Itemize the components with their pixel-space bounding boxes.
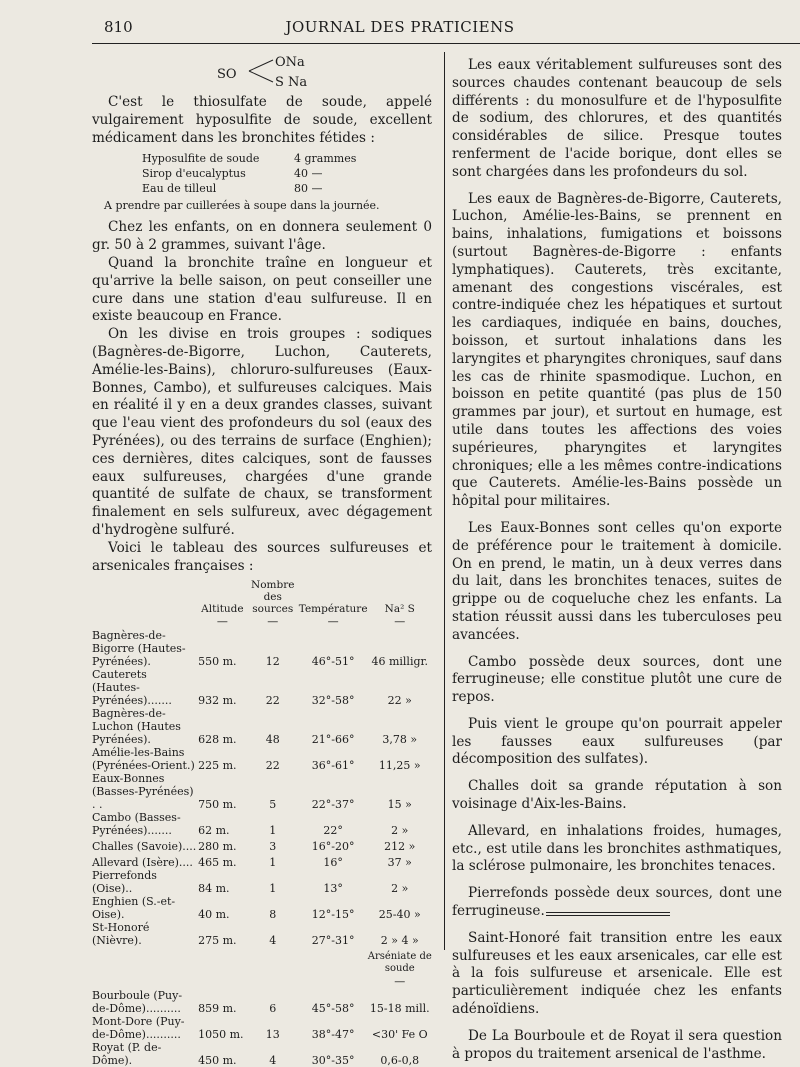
cell-value: 25-40 » xyxy=(378,908,421,922)
paragraph: Quand la bronchite traîne en longueur et qu'arrive la belle saison, on peut conseiller une cure dans une station d'eau sulfureuse. Il en existe beaucoup en France. xyxy=(92,254,432,325)
cell-altitude: 859 m. xyxy=(198,1002,237,1016)
paragraph: Allevard, en inhalations froides, humages, etc., est utile dans les bronchites asthmatiques, la sclérose pulmonaire, les bronchites tenaces. xyxy=(452,822,782,875)
recipe xyxy=(142,151,362,196)
paragraph: Voici le tableau des sources sulfureuses et arsenicales françaises : xyxy=(92,539,432,574)
cell-value: 15-18 mill. xyxy=(369,1002,430,1016)
table-row xyxy=(92,989,432,1015)
cell-altitude: 450 m. xyxy=(198,1054,237,1067)
table-row xyxy=(92,746,432,772)
cell-temperature: 21°-66° xyxy=(311,733,355,747)
formula-bottom: S Na xyxy=(275,75,308,90)
cell-temperature: 22° xyxy=(323,824,343,838)
cell-name: Bourboule (Puy-de-Dôme).......... xyxy=(92,989,183,1016)
cell-sources: 22 xyxy=(265,759,280,773)
cell-altitude: 84 m. xyxy=(198,882,230,896)
cell-sources: 12 xyxy=(265,655,280,669)
cell-sources: 13 xyxy=(265,1028,280,1042)
formula-top: ONa xyxy=(275,55,305,70)
paragraph: C'est le thiosulfate de soude, appelé vulgairement hyposulfite de soude, excellent médicament dans les bronchites fétides : xyxy=(92,94,432,146)
cell-value: 0,6-0,8 xyxy=(380,1054,420,1067)
column-header: Nombre des sources xyxy=(251,579,295,616)
paragraph: Cambo possède deux sources, dont une ferrugineuse; elle constitue plutôt une cure de repos. xyxy=(452,653,782,706)
table-row xyxy=(92,707,432,746)
table-row xyxy=(92,853,432,869)
recipe-note: A prendre par cuillerées à soupe dans la journée. xyxy=(104,199,380,213)
page-number: 810 xyxy=(104,18,133,36)
cell-name: Amélie-les-Bains (Pyrénées-Orient.) xyxy=(92,746,195,773)
cell-altitude: 465 m. xyxy=(198,856,237,870)
table-row xyxy=(92,1015,432,1041)
column-header: Température xyxy=(298,603,368,616)
cell-sources: 48 xyxy=(265,733,280,747)
cell-temperature: 38°-47° xyxy=(311,1028,355,1042)
chemical-formula xyxy=(92,52,432,94)
table-dash-row: — — — — xyxy=(216,615,406,629)
end-ornament-rule xyxy=(546,912,670,918)
cell-value: 37 » xyxy=(387,856,412,870)
formula-so: SO xyxy=(217,67,237,82)
column-header: Na² S xyxy=(384,603,415,616)
table-row xyxy=(92,629,432,668)
cell-temperature: 16°-20° xyxy=(311,840,355,854)
cell-temperature: 46°-51° xyxy=(311,655,355,669)
cell-name: Mont-Dore (Puy-de-Dôme).......... xyxy=(92,1015,185,1042)
cell-name: Enghien (S.-et-Oise). xyxy=(92,895,176,922)
cell-name: Cauterets (Hautes-Pyrénées)....... xyxy=(92,668,172,708)
cell-altitude: 932 m. xyxy=(198,694,237,708)
left-column xyxy=(92,52,432,1067)
cell-temperature: 32°-58° xyxy=(311,694,355,708)
cell-name: Bagnères-de-Luchon (Hautes Pyrénées). xyxy=(92,707,181,747)
recipe-line: Hyposulfite de soude 4 grammes xyxy=(142,152,357,166)
cell-name: Allevard (Isère).... xyxy=(92,856,193,870)
cell-value: 15 » xyxy=(387,798,412,812)
cell-temperature: 27°-31° xyxy=(311,934,355,948)
cell-value: 212 » xyxy=(384,840,416,854)
cell-altitude: 1050 m. xyxy=(198,1028,244,1042)
cell-sources: 1 xyxy=(269,882,277,896)
paragraph: Les Eaux-Bonnes sont celles qu'on exporte de préférence pour le traitement à domicile. On en prend, le matin, un à deux verres dans du lait, dans les bronchites tenaces, suites de grippe ou de coqueluche chez les enfants. La station réussit aussi dans les tuberculoses peu avancées. xyxy=(452,519,782,643)
cell-temperature: 22°-37° xyxy=(311,798,355,812)
cell-value: 3,78 » xyxy=(382,733,418,747)
cell-sources: 1 xyxy=(269,824,277,838)
cell-temperature: 13° xyxy=(323,882,343,896)
table-row xyxy=(92,668,432,707)
cell-temperature: 36°-61° xyxy=(311,759,355,773)
paragraph: Pierrefonds possède deux sources, dont une ferrugineuse. xyxy=(452,885,782,920)
table-row xyxy=(92,869,432,895)
sources-table xyxy=(92,579,432,1067)
table-row xyxy=(92,772,432,811)
paragraph: Saint-Honoré fait transition entre les eaux sulfureuses et les eaux arsenicales, car elle est à la fois sulfureuse et arsenicale. Elle est particulièrement indiquée chez les enfants adénoïdiens. xyxy=(452,929,782,1018)
cell-value: 2 » xyxy=(391,882,409,896)
column-separator xyxy=(444,52,445,950)
cell-value: 46 milligr. xyxy=(371,655,429,669)
recipe-line: Eau de tilleul 80 — xyxy=(142,182,323,196)
table-row xyxy=(92,1041,432,1067)
recipe-line: Sirop d'eucalyptus 40 — xyxy=(142,167,323,181)
cell-sources: 5 xyxy=(269,798,277,812)
cell-altitude: 280 m. xyxy=(198,840,237,854)
cell-sources: 6 xyxy=(269,1002,277,1016)
cell-name: Pierrefonds (Oise).. xyxy=(92,869,157,896)
cell-value: 11,25 » xyxy=(378,759,421,773)
cell-altitude: 628 m. xyxy=(198,733,237,747)
arsenic-header-row xyxy=(92,947,432,975)
cell-altitude: 40 m. xyxy=(198,908,230,922)
cell-sources: 8 xyxy=(269,908,277,922)
cell-altitude: 275 m. xyxy=(198,934,237,948)
cell-value: 2 » 4 » xyxy=(380,934,419,948)
table-row xyxy=(92,921,432,947)
cell-altitude: 62 m. xyxy=(198,824,230,838)
header-rule xyxy=(92,43,800,44)
cell-altitude: 750 m. xyxy=(198,798,237,812)
column-header: Arséniate de soude xyxy=(367,951,432,975)
formula-bond-icon xyxy=(247,58,275,84)
cell-sources: 3 xyxy=(269,840,277,854)
table-row xyxy=(92,811,432,837)
cell-temperature: 12°-15° xyxy=(311,908,355,922)
paragraph: Puis vient le groupe qu'on pourrait appeler les fausses eaux sulfureuses (par décomposition des sulfates). xyxy=(452,715,782,768)
table-row xyxy=(92,895,432,921)
cell-name: Eaux-Bonnes (Basses-Pyrénées) . . xyxy=(92,772,194,812)
table-header-row xyxy=(92,579,432,615)
cell-name: Bagnères-de-Bigorre (Hautes-Pyrénées). xyxy=(92,629,186,669)
cell-sources: 4 xyxy=(269,934,277,948)
cell-sources: 4 xyxy=(269,1054,277,1067)
cell-name: Royat (P. de-Dôme). xyxy=(92,1041,162,1067)
journal-title: JOURNAL DES PRATICIENS xyxy=(285,18,515,36)
table-dash-row: — xyxy=(394,975,406,989)
cell-altitude: 225 m. xyxy=(198,759,237,773)
cell-sources: 22 xyxy=(265,694,280,708)
page-header xyxy=(0,18,800,44)
paragraph: On les divise en trois groupes : sodiques (Bagnères-de-Bigorre, Luchon, Cauterets, Amélie-les-Bains), chloruro-sulfureuses (Eaux-Bonnes, Cambo), et sulfureuses calciques. Mais en réalité il y en a deux grandes classes, suivant que l'eau vient des profondeurs du sol (eaux des Pyrénées), ou des terrains de surface (Enghien); ces dernières, dites calciques, sont de fausses eaux sulfureuses, chargées d'une grande quantité de sulfate de chaux, se transforment finalement en sels sulfureux, avec dégagement d'hydrogène sulfuré. xyxy=(92,326,432,538)
cell-name: Cambo (Basses-Pyrénées)....... xyxy=(92,811,181,838)
cell-name: Challes (Savoie).... xyxy=(92,840,197,854)
table-row xyxy=(92,837,432,853)
cell-temperature: 30°-35° xyxy=(311,1054,355,1067)
paragraph: De La Bourboule et de Royat il sera question à propos du traitement arsenical de l'asthme. xyxy=(452,1027,782,1062)
paragraph: Les eaux de Bagnères-de-Bigorre, Cauterets, Luchon, Amélie-les-Bains, se prennent en bains, inhalations, fumigations et boissons (surtout Bagnères-de-Bigorre : enfants lymphatiques). Cauterets, très excitante, amenant des congestions viscérales, est contre-indiquée chez les hépatiques et surtout les cardiaques, indiquée en bains, douches, boisson, et surtout inhalations dans les laryngites et pharyngites chroniques, sauf dans les cas de rhinite spasmodique. Luchon, en boisson en petite quantité (pas plus de 150 grammes par jour), et surtout en humage, est utile dans toutes les affections des voies supérieures, pharyngites et laryngites chroniques; elle a les mêmes contre-indications que Cauterets. Amélie-les-Bains possède un hôpital pour militaires. xyxy=(452,190,782,510)
cell-temperature: 45°-58° xyxy=(311,1002,355,1016)
paragraph: Les eaux véritablement sulfureuses sont des sources chaudes contenant beaucoup de sels différents : du monosulfure et de l'hyposulfite de sodium, des chlorures, et des quantités considérables de silice. Presque toutes renferment de l'acide borique, dont elles se sont chargées dans les profondeurs du sol. xyxy=(452,57,782,180)
paragraph: Challes doit sa grande réputation à son voisinage d'Aix-les-Bains. xyxy=(452,778,782,813)
cell-value: 2 » xyxy=(391,824,409,838)
cell-value: 22 » xyxy=(387,694,412,708)
cell-sources: 1 xyxy=(269,856,277,870)
cell-altitude: 550 m. xyxy=(198,655,237,669)
column-header: Altitude xyxy=(201,603,244,616)
paragraph: Chez les enfants, on en donnera seulement 0 gr. 50 à 2 grammes, suivant l'âge. xyxy=(92,219,432,254)
cell-temperature: 16° xyxy=(323,856,343,870)
cell-name: St-Honoré (Nièvre). xyxy=(92,921,150,948)
cell-value: <30' Fe O xyxy=(371,1028,428,1042)
column-header xyxy=(92,579,198,615)
